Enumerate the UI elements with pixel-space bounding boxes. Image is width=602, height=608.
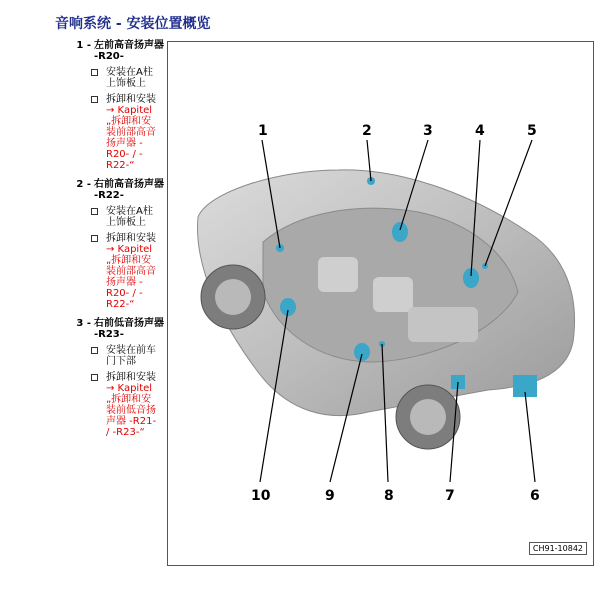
callout-number: 4: [475, 123, 485, 139]
callout-number: 10: [251, 488, 271, 504]
item-title: 左前高音扬声器 -R20-: [94, 40, 164, 62]
checkbox-bullet-icon: [91, 235, 98, 242]
sub-item: [68, 233, 166, 310]
sub-item: [68, 94, 166, 171]
front-seat: [318, 257, 358, 292]
sub-item-text: 安装在A柱上饰板上: [106, 206, 153, 228]
rear-seat: [408, 307, 478, 342]
checkbox-bullet-icon: [91, 347, 98, 354]
sub-item: [68, 67, 166, 89]
callout-number: 9: [325, 488, 335, 504]
callout-number: 8: [384, 488, 394, 504]
item-number: 2 -: [76, 179, 91, 190]
figure-code: CH91-10842: [529, 542, 587, 555]
checkbox-bullet-icon: [91, 69, 98, 76]
sub-item: [68, 345, 166, 367]
sub-item: [68, 372, 166, 438]
wheel-rim: [215, 279, 251, 315]
sub-item-text: 拆卸和安装: [106, 233, 156, 244]
item-title: 右前低音扬声器 -R23-: [94, 318, 164, 340]
list-item: [68, 318, 166, 438]
front-seat: [373, 277, 413, 312]
car-illustration: [168, 42, 595, 567]
speaker-9-marker: [354, 343, 370, 361]
speaker-location-figure: [167, 41, 594, 566]
item-title: 右前高音扬声器 -R22-: [94, 179, 164, 201]
callout-number: 3: [423, 123, 433, 139]
wheel-rim: [410, 399, 446, 435]
speaker-3-marker: [392, 222, 408, 242]
sub-item-text: 拆卸和安装: [106, 372, 156, 383]
list-item: [68, 40, 166, 171]
list-item: [68, 179, 166, 310]
callout-number: 6: [530, 488, 540, 504]
sub-item-text: 安装在A柱上饰板上: [106, 67, 153, 89]
callout-number: 2: [362, 123, 372, 139]
callout-number: 1: [258, 123, 268, 139]
checkbox-bullet-icon: [91, 208, 98, 215]
item-list: [68, 40, 166, 446]
checkbox-bullet-icon: [91, 374, 98, 381]
checkbox-bullet-icon: [91, 96, 98, 103]
page-title: 音响系统 - 安装位置概览: [55, 16, 211, 32]
chapter-link[interactable]: → Kapitel „拆卸和安装前部高音扬声器 -R20- / -R22-“: [106, 105, 156, 171]
chapter-link[interactable]: → Kapitel „拆卸和安装前低音扬声器 -R21- / -R23-“: [106, 383, 157, 438]
chapter-link[interactable]: → Kapitel „拆卸和安装前部高音扬声器 -R20- / -R22-“: [106, 244, 156, 310]
sub-item-text: 拆卸和安装: [106, 94, 156, 105]
sub-item-text: 安装在前车门下部: [106, 345, 156, 367]
callout-number: 7: [445, 488, 455, 504]
sub-item: [68, 206, 166, 228]
item-number: 3 -: [76, 318, 91, 329]
callout-number: 5: [527, 123, 537, 139]
item-number: 1 -: [76, 40, 91, 51]
